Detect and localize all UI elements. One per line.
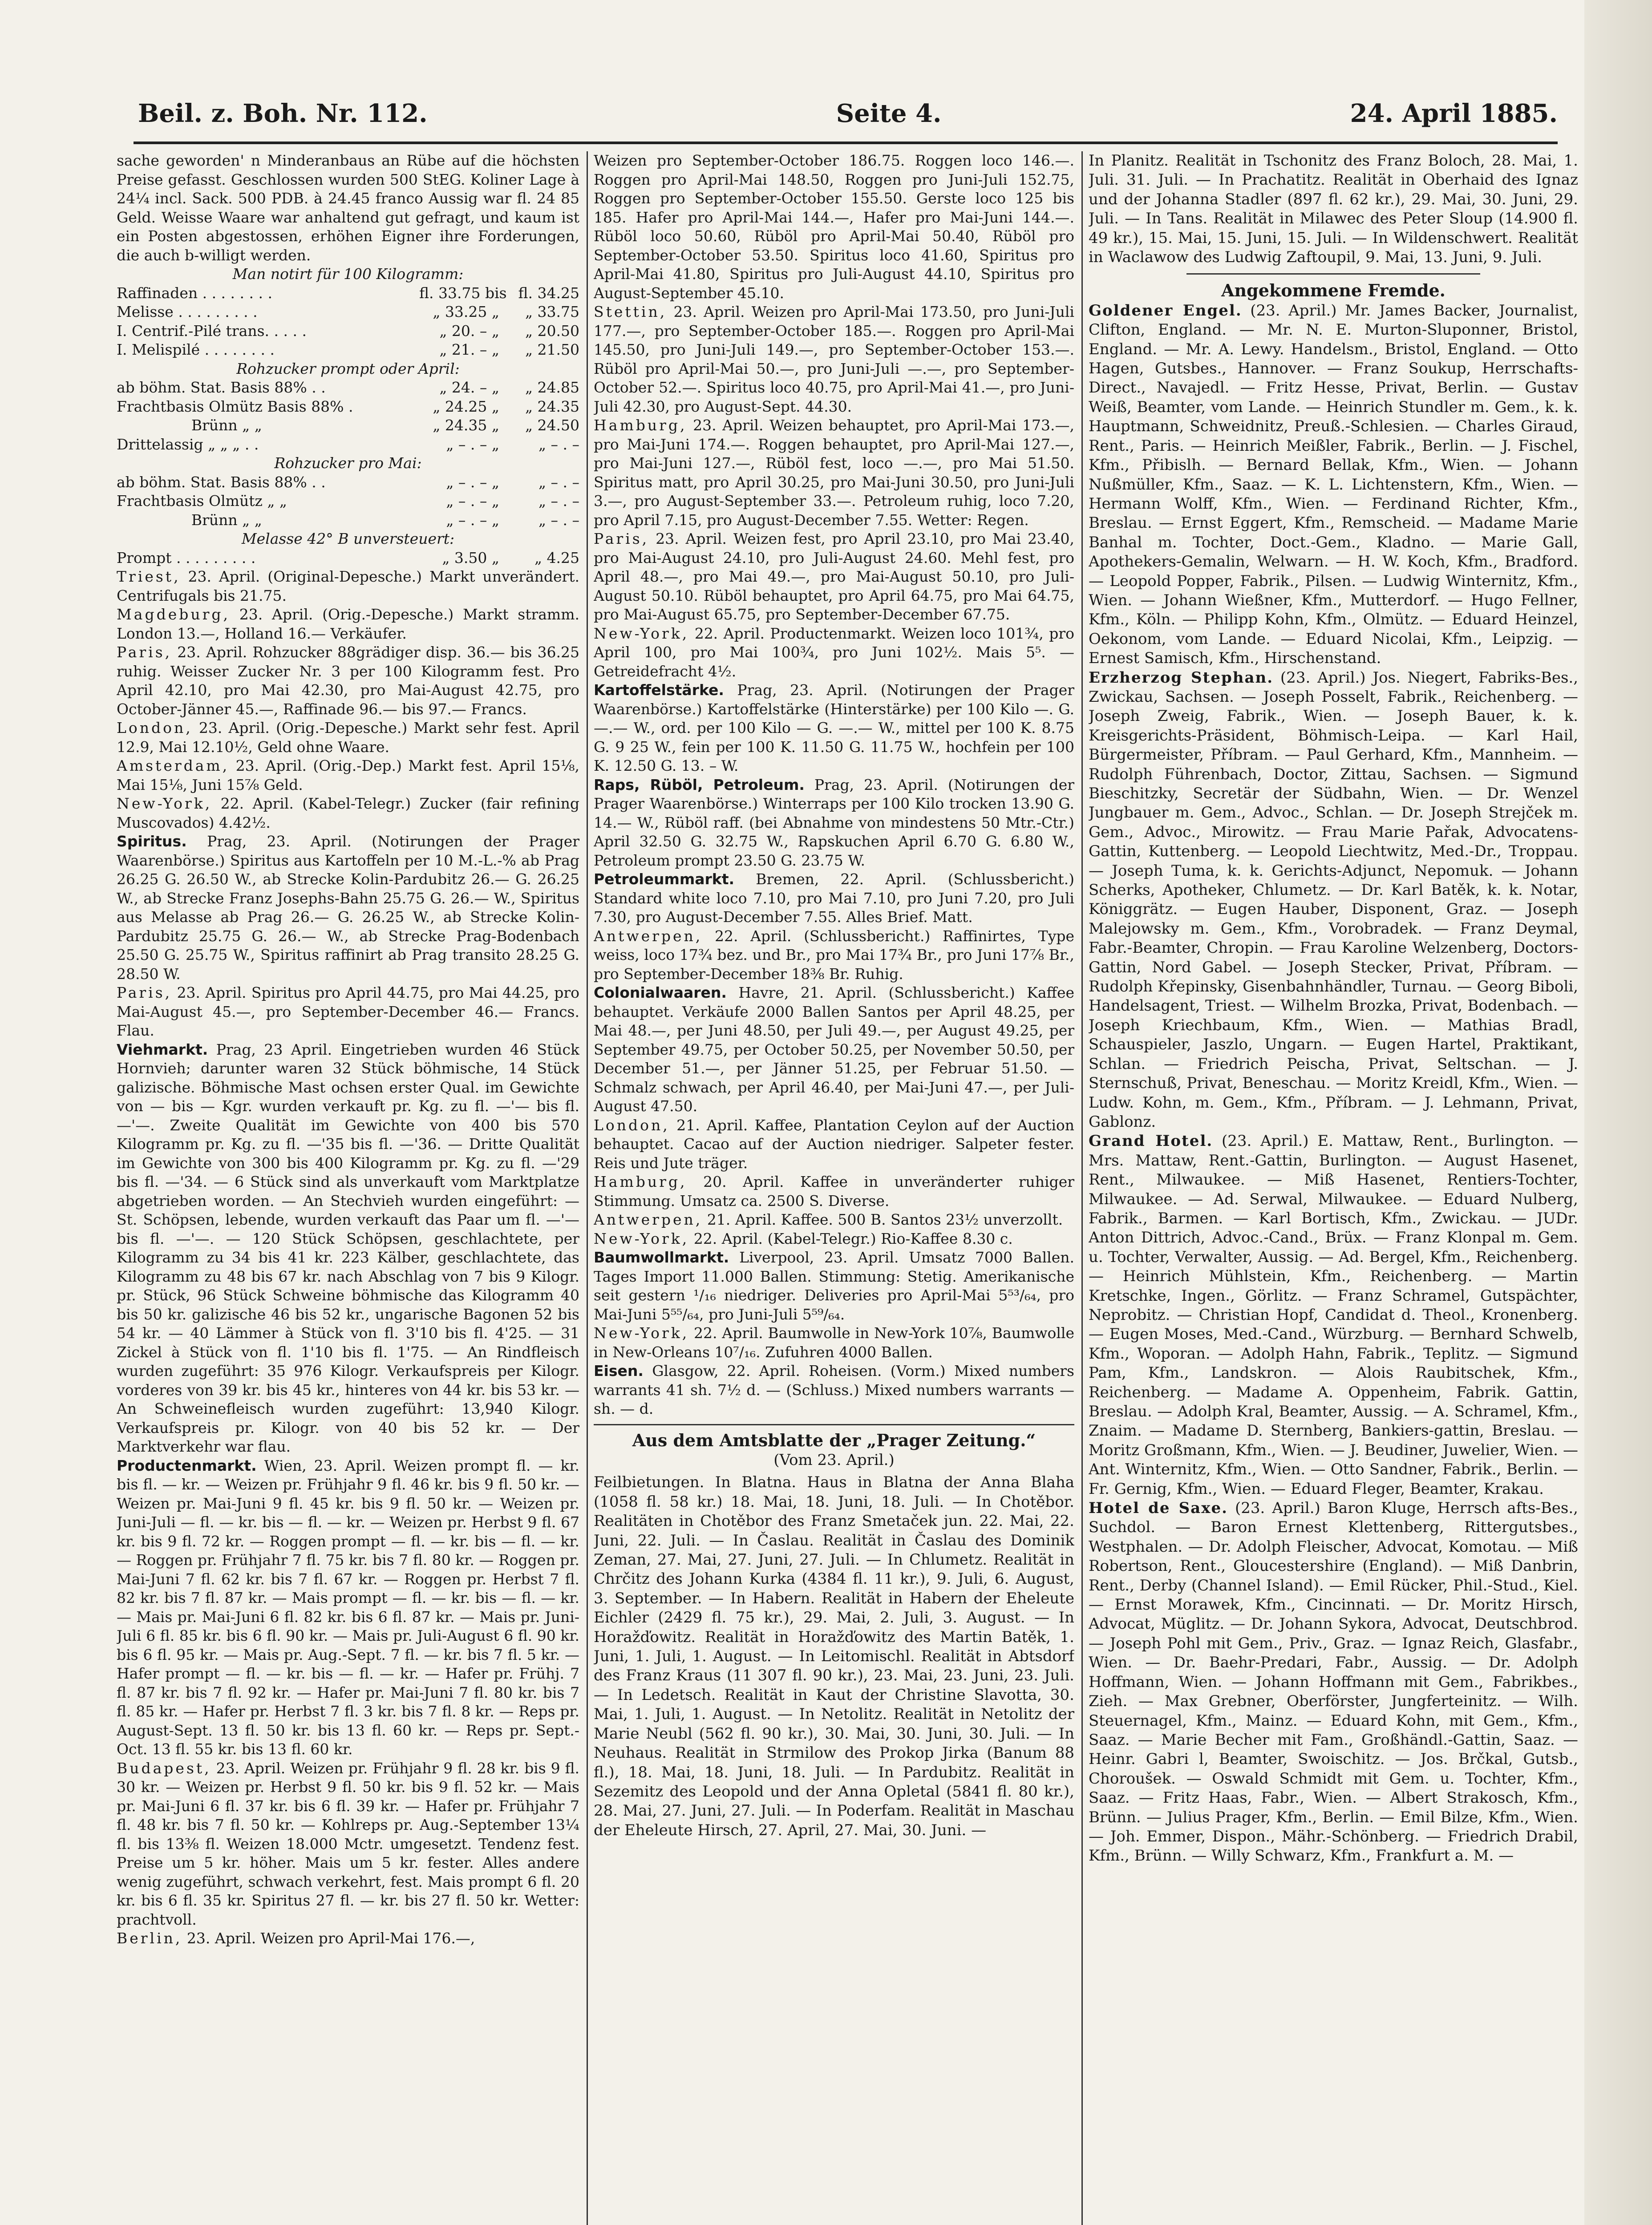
row-high: „ 24.50	[525, 417, 579, 434]
raw-sugar-heading: Rohzucker prompt oder April:	[236, 360, 460, 377]
amtsblatt-continued: In Planitz. Realität in Tschonitz des Franz Boloch, 28. Mai, 1. Juli. 31. Juli. — In Prachatitz. Realität in Oberhaid des Ignaz und der Johanna Stadler (897 fl. 62 kr.), 29. Mai, 30. Juni, 29. Juli. — In Tans. Realität in Milawec des Peter Sloup (14.900 fl. 49 kr.), 15. Mai, 15. Juni, 15. Juli. — In Wildenschwert. Realität in Waclawow des Ludwig Zaftoupil, 9. Mai, 13. Juni, 9. Juli.	[1089, 152, 1578, 267]
market-report	[117, 1759, 579, 1930]
report-heading: Baumwollmarkt.	[594, 1249, 729, 1266]
report-place: Antwerpen,	[594, 1211, 703, 1228]
row-high: „ – . –	[538, 435, 579, 453]
report-text: 23. April. Spiritus pro April 44.75, pro Mai 44.25, pro Mai-August 45.—, pro September-December 46.— Francs. Flau.	[117, 984, 579, 1039]
row-high: „ 24.35	[525, 397, 579, 415]
report-text: Prag, 23. April. (Notirungen der Prager Waarenbörse.) Winterraps per 100 Kilo trocken 13.90 G. 14.— W., Rüböl raff. (bei Abnahme von mindestens 50 Mtr.-Ctr.) April 32.50 G. 32.75 W., Rapskuchen April 6.70 G. 6.80 W., Petroleum prompt 23.50 G. 23.75 W.	[594, 776, 1074, 869]
market-report	[594, 1116, 1074, 1173]
column-1-reports	[117, 567, 579, 1948]
row-high: „ 33.75	[525, 303, 579, 320]
report-text: 23. April. Weizen fest, pro April 23.10, pro Mai 23.40, pro Mai-August 24.10, pro Juli-August 24.60. Mehl fest, pro April 48.—, pro Mai 49.—, pro Mai-August 50.10, pro Juli-August 50.10. Rüböl behauptet, pro April 64.75, pro Mai 64.75, pro Mai-August 65.75, pro September-December 67.75.	[594, 530, 1074, 623]
report-text: Glasgow, 22. April. Roheisen. (Vorm.) Mixed numbers warrants 41 sh. 7½ d. — (Schluss.) Mixed numbers warrants — sh. — d.	[594, 1362, 1074, 1417]
market-report	[594, 530, 1074, 624]
market-report	[594, 1324, 1074, 1362]
report-text: 23. April. (Orig.-Depesche.) Markt sehr fest. April 12.9, Mai 12.10½, Geld ohne Waare.	[117, 719, 579, 756]
column-2	[594, 151, 1074, 2225]
table-row	[117, 378, 579, 397]
report-text: 23. April. Weizen pr. Frühjahr 9 fl. 28 kr. bis 9 fl. 30 kr. — Weizen pr. Herbst 9 fl. 50 kr. bis 9 fl. 52 kr. — Mais pr. Mai-Juni 6 fl. 37 kr. bis 6 fl. 39 kr. — Hafer pr. Frühjahr 7 fl. 48 kr. bis 7 fl. 50 kr. — Kohlreps pr. Aug.-September 13¼ fl. bis 13⅜ fl. Weizen 18.000 Mctr. umgesetzt. Tendenz fest. Preise um 5 kr. höher. Mais um 5 kr. fester. Alles andere wenig zugeführt, schwach verkehrt, fest. Mais prompt 6 fl. 20 kr. bis 6 fl. 35 kr. Spiritus 27 fl. — kr. bis 27 fl. 50 kr. Wetter: prachtvoll.	[117, 1759, 579, 1928]
report-heading: Productenmarkt.	[117, 1456, 257, 1474]
report-place: London,	[117, 719, 193, 736]
column-2-reports	[594, 151, 1074, 1419]
raw-sugar-may-table	[117, 473, 579, 530]
market-report	[117, 794, 579, 832]
guest-list: (23. April.) Baron Kluge, Herrsch afts-Bes., Suchdol. — Baron Ernest Klettenberg, Rittergutsbes., Westphalen. — Dr. Adolph Fleischer, Advocat, Komotau. — Miß Robertson, Rent., Gloucestershire (England). — Miß Danbrin, Rent., Derby (Channel Island). — Emil Rücker, Phil.-Stud., Kiel. — Ernst Morawek, Kfm., Cincinnati. — Dr. Moritz Hirsch, Advocat, Müglitz. — Dr. Johann Sykora, Advocat, Deutschbrod. — Joseph Pohl mit Gem., Priv., Graz. — Ignaz Reich, Glasfabr., Wien. — Dr. Baehr-Predari, Fabr., Aussig. — Dr. Adolph Hoffmann, Wien. — Johann Hoffmann mit Gem., Fabrikbes., Zieh. — Max Grebner, Oberförster, Jungferteinitz. — Wilh. Steuernagel, Kfm., Mainz. — Eduard Kohn, mit Gem., Kfm., Saaz. — Marie Becher mit Fam., Großhändl.-Gattin, Saaz. — Heinr. Gabri l, Beamter, Swoischitz. — Jos. Brčkal, Gutsb., Choroušek. — Oswald Schmidt mit Gem. u. Tochter, Kfm., Saaz. — Fritz Haas, Fabr., Wien. — Albert Strakosch, Kfm., Brünn. — Julius Prager, Kfm., Berlin. — Emil Bilze, Kfm., Wien. — Joh. Emmer, Dispon., Mähr.-Schönberg. — Friedrich Drabil, Kfm., Brünn. — Willy Schwarz, Kfm., Frankfurt a. M. —	[1089, 1499, 1578, 1865]
report-place: Paris,	[594, 530, 649, 547]
market-report	[117, 832, 579, 983]
market-report	[117, 1040, 579, 1456]
row-low: „ 33.25 „	[433, 303, 499, 320]
report-place: Antwerpen,	[594, 927, 703, 945]
report-text: 20. April. Kaffee in unveränderter ruhiger Stimmung. Umsatz ca. 2500 S. Diverse.	[594, 1173, 1074, 1210]
market-report	[117, 1929, 579, 1948]
market-report	[594, 1173, 1074, 1210]
header-date: 24. April 1885.	[1350, 99, 1558, 128]
report-heading: Eisen.	[594, 1362, 644, 1380]
raw-sugar-table	[117, 378, 579, 454]
report-text: 22. April. Baumwolle in New-York 10⅞, Baumwolle in New-Orleans 10⁷/₁₆. Zufuhren 4000 Ballen.	[594, 1324, 1074, 1361]
row-low: „ 24.25 „	[433, 397, 499, 415]
row-label: ab böhm. Stat. Basis 88% . .	[117, 379, 326, 396]
page-edge	[1584, 0, 1652, 2225]
hotel-name: Goldener Engel.	[1089, 301, 1242, 320]
report-heading: Colonialwaaren.	[594, 984, 727, 1001]
report-place: Paris,	[117, 643, 172, 661]
market-report	[594, 1210, 1074, 1230]
report-text: 21. April. Kaffee. 500 B. Santos 23½ unverzollt.	[702, 1211, 1063, 1228]
row-label: I. Centrif.-Pilé trans. . . . .	[117, 322, 307, 340]
report-text: Liverpool, 23. April. Umsatz 7000 Ballen. Tages Import 11.000 Ballen. Stimmung: Stetig. Amerikanische seit gestern ¹/₁₆ niedriger. Deliveries pro April-Mai 5⁵³/₆₄, pro Mai-Juni 5⁵⁵/₆₄, pro Juni-Juli 5⁵⁹/₆₄.	[594, 1249, 1074, 1323]
market-report	[117, 756, 579, 794]
melasse-table	[117, 549, 579, 568]
row-low: „ 24. – „	[439, 379, 499, 396]
report-place: Hamburg,	[594, 1173, 687, 1190]
row-high: „ 24.85	[525, 379, 579, 396]
row-high: fl. 34.25	[518, 284, 579, 302]
market-report	[594, 416, 1074, 530]
guest-list: (23. April.) Mr. James Backer, Journalist, Clifton, England. — Mr. N. E. Murton-Sluponner, Bristol, England. — Mr. A. Lewy. Handelsm., Bristol, England. — Otto Hagen, Gutsbes., Hannover. — Franz Soukup, Herrschafts-Direct., Navajedl. — Fritz Hesse, Privat, Berlin. — Gustav Weiß, Beamter, vom Lande. — Heinrich Stundler m. Gem., k. k. Hauptmann, Schweidnitz, Preuß.-Schlesien. — Charles Giraud, Rent., Paris. — Heinrich Meißler, Fabrik., Berlin. — J. Fischel, Kfm., Přibislh. — Bernard Bellak, Kfm., Wien. — Johann Nußmüller, Kfm., Saaz. — K. L. Lichtenstern, Kfm., Wien. — Hermann Wolff, Kfm., Wien. — Ferdinand Richter, Kfm., Breslau. — Ernst Eggert, Kfm., Remscheid. — Madame Marie Banhal m. Tochter, Doct.-Gem., Kladno. — Marie Gall, Apothekers-Gemalin, Welwarn. — H. W. Koch, Kfm., Bradford. — Leopold Popper, Fabrik., Pilsen. — Ludwig Winternitz, Kfm., Wien. — Johann Wießner, Kfm., Mutterdorf. — Hugo Fellner, Kfm., Köln. — Philipp Kohn, Kfm., Olmütz. — Eduard Heinzel, Oekonom, vom Lande. — Eduard Nicolai, Kfm., Leipzig. — Ernest Samisch, Kfm., Hirschenstand.	[1089, 301, 1578, 668]
row-low: „ – . – „	[446, 511, 499, 529]
market-report	[117, 983, 579, 1040]
row-low: „ – . – „	[446, 473, 499, 491]
row-low: „ 21. – „	[439, 341, 499, 358]
table-row	[117, 397, 579, 417]
row-low: „ – . – „	[446, 435, 499, 453]
report-heading: Raps, Rüböl, Petroleum.	[594, 776, 805, 793]
row-label: Raffinaden . . . . . . . .	[117, 284, 272, 302]
report-heading: Viehmarkt.	[117, 1040, 208, 1058]
hotel-entry	[1089, 1132, 1578, 1499]
table-row	[117, 492, 579, 511]
row-high: „ – . –	[538, 473, 579, 491]
report-heading: Spiritus.	[117, 833, 187, 850]
column-3	[1089, 151, 1578, 2225]
market-report	[117, 1456, 579, 1759]
market-report	[594, 303, 1074, 416]
hotel-name: Hotel de Saxe.	[1089, 1499, 1228, 1517]
row-low: „ 20. – „	[439, 322, 499, 340]
table-row	[117, 473, 579, 492]
section-rule-short	[1186, 273, 1480, 275]
column-divider-2	[1081, 151, 1083, 2225]
report-text: 22. April. (Kabel-Telegr.) Rio-Kaffee 8.30 c.	[689, 1230, 1013, 1247]
report-text: 23. April. Rohzucker 88grädiger disp. 36.— bis 36.25 ruhig. Weisser Zucker Nr. 3 per 100 Kilogramm fest. Pro April 42.10, pro Mai 42.30, pro Mai-August 42.75, pro October-Jänner 45.—, Raffinade 96.— bis 97.— Francs.	[117, 643, 579, 718]
market-report	[117, 567, 579, 605]
amtsblatt-title: Aus dem Amtsblatte der „Prager Zeitung.“	[632, 1430, 1036, 1450]
report-place: Triest,	[117, 568, 181, 585]
row-low: „ – . – „	[446, 492, 499, 510]
sugar-report-intro: sache geworden' n Minderanbaus an Rübe auf die höchsten Preise gefasst. Geschlossen wurden 500 StEG. Koliner Lage à 24¼ incl. Sack. 500 PDB. à 24.45 franco Aussig war fl. 24 85 Geld. Weisse Waare war anhaltend gut gefragt, und kaum ist ein Posten abgestossen, erhöhen Eigner ihre Forderungen, die auch b-willigt werden.	[117, 152, 579, 264]
report-place: Magdeburg,	[117, 606, 231, 623]
amtsblatt-date: (Vom 23. April.)	[773, 1451, 895, 1469]
row-label: ab böhm. Stat. Basis 88% . .	[117, 473, 326, 491]
report-text: Wien, 23. April. Weizen prompt fl. — kr. bis fl. — kr. — Weizen pr. Frühjahr 9 fl. 46 kr. bis 9 fl. 50 kr. — Weizen pr. Mai-Juni 9 fl. 45 kr. bis 9 fl. 50 kr. — Weizen pr. Juni-Juli — fl. — kr. bis — fl. — kr. — Weizen pr. Herbst 9 fl. 67 kr. bis 9 fl. 72 kr. — Roggen prompt — fl. — kr. bis — fl. — kr. — Roggen pr. Frühjahr 7 fl. 75 kr. bis 7 fl. 80 kr. — Roggen pr. Mai-Juni 7 fl. 62 kr. bis 7 fl. 67 kr. — Roggen pr. Herbst 7 fl. 82 kr. bis 7 fl. 87 kr. — Mais prompt — fl. — kr. bis — fl. — kr. — Mais pr. Mai-Juni 6 fl. 82 kr. bis 6 fl. 87 kr. — Mais pr. Juni-Juli 6 fl. 85 kr. bis 6 fl. 90 kr. — Mais pr. Juli-August 6 fl. 90 kr. bis 6 fl. 95 kr. — Mais pr. Aug.-Sept. 7 fl. — kr. bis 7 fl. 5 kr. — Hafer prompt — fl. — kr. bis — fl. — kr. — Hafer pr. Frühj. 7 fl. 87 kr. bis 7 fl. 92 kr. — Hafer pr. Mai-Juni 7 fl. 80 kr. bis 7 fl. 85 kr. — Hafer pr. Herbst 7 fl. 3 kr. bis 7 fl. 8 kr. — Reps pr. August-Sept. 13 fl. 50 kr. bis 13 fl. 60 kr. — Reps pr. Sept.-Oct. 13 fl. 55 kr. bis 13 fl. 60 kr.	[117, 1456, 579, 1758]
report-text: 21. April. Kaffee, Plantation Ceylon auf der Auction behauptet. Cacao auf der Auction niedriger. Salpeter fester. Reis und Jute träger.	[594, 1116, 1074, 1172]
report-text: 23. April. Weizen behauptet, pro April-Mai 173.—, pro Mai-Juni 174.—. Roggen behauptet, pro April-Mai 127.—, pro Mai-Juni 127.—, Rüböl fest, loco —.—, pro Mai 51.50. Spiritus matt, pro April 30.25, pro Mai-Juni 30.50, pro Juni-Juli 3.—, pro August-September 33.—. Petroleum ruhig, loco 7.20, pro April 7.15, pro August-December 7.55. Wetter: Regen.	[594, 417, 1074, 529]
row-low: fl. 33.75 bis	[419, 284, 507, 302]
hotel-entry	[1089, 668, 1578, 1132]
hotel-name: Erzherzog Stephan.	[1089, 668, 1274, 687]
market-report	[594, 1230, 1074, 1249]
arrivals-title: Angekommene Fremde.	[1221, 280, 1446, 301]
row-label: I. Melispilé . . . . . . . .	[117, 341, 275, 358]
report-place: Berlin,	[117, 1930, 182, 1947]
report-text: 23. April. Weizen pro April-Mai 176.—,	[182, 1930, 475, 1947]
row-label: Drittelassig „ „ „ . .	[117, 435, 259, 453]
report-place: London,	[594, 1116, 670, 1134]
market-report	[117, 605, 579, 643]
row-label: Prompt . . . . . . . . .	[117, 549, 256, 566]
report-text: Prag, 23. April. (Notirungen der Prager Waarenbörse.) Kartoffelstärke (Hinterstärke) per 100 Kilo —. G. —.— W., ord. per 100 Kilo — G. —.— W., mittel per 100 K. 8.75 G. 9 25 W., fein per 100 K. 11.50 G. 11.75 W., hochfein per 100 K. 12.50 G. 13. – W.	[594, 681, 1074, 774]
market-report	[594, 1362, 1074, 1419]
table-row	[117, 284, 579, 303]
row-label: Frachtbasis Olmütz Basis 88% .	[117, 397, 353, 415]
table-row	[117, 435, 579, 454]
report-text: 23. April. (Original-Depesche.) Markt unverändert. Centrifugals bis 21.75.	[117, 568, 579, 604]
melasse-heading: Melasse 42° B unversteuert:	[241, 530, 455, 547]
report-place: Budapest,	[117, 1759, 211, 1777]
report-text: 22. April. (Schlussbericht.) Raffinirtes, Type weiss, loco 17¾ bez. und Br., pro Mai 17¾ Br., pro Juni 17⅞ Br., pro September-December 18⅜ Br. Ruhig.	[594, 927, 1074, 983]
market-report	[594, 151, 1074, 303]
header-issue: Beil. z. Boh. Nr. 112.	[138, 99, 428, 128]
row-low: „ 24.35 „	[433, 417, 499, 434]
market-report	[594, 776, 1074, 870]
table-row	[117, 303, 579, 322]
market-report	[594, 681, 1074, 776]
table-row	[117, 549, 579, 568]
report-text: Prag, 23. April. (Notirungen der Prager Waarenbörse.) Spiritus aus Kartoffeln per 10 M.-L.-% ab Prag 26.25 G. 26.50 W., ab Strecke Kolin-Pardubitz 26.— G. 26.25 W., ab Strecke Franz Josephs-Bahn 25.75 G. 26.— W., Spiritus aus Melasse ab Prag 26.— G. 26.25 W., ab Strecke Kolin-Pardubitz 25.75 G. 26.— W., ab Strecke Prag-Bodenbach 25.50 G. 25.75 W., Spiritus raffinirt ab Prag transito 28.25 G. 28.50 W.	[117, 833, 579, 983]
report-place: Amsterdam,	[117, 757, 230, 774]
hotel-arrivals	[1089, 301, 1578, 1866]
row-high: „ 4.25	[534, 549, 579, 566]
report-text: 22. April. (Kabel-Telegr.) Zucker (fair refining Muscovados) 4.42½.	[117, 795, 579, 831]
market-report	[594, 1248, 1074, 1324]
market-report	[594, 870, 1074, 927]
row-high: „ 21.50	[525, 341, 579, 358]
market-report	[594, 983, 1074, 1116]
report-text: Bremen, 22. April. (Schlussbericht.) Standard white loco 7.10, pro Mai 7.10, pro Juni 7.20, pro Juli 7.30, pro August-December 7.55. Alles Brief. Matt.	[594, 870, 1074, 926]
hotel-entry	[1089, 301, 1578, 668]
report-place: New-York,	[117, 795, 212, 812]
row-low: „ 3.50 „	[442, 549, 499, 566]
report-heading: Kartoffelstärke.	[594, 681, 724, 699]
table-row	[117, 322, 579, 341]
report-text: 22. April. Productenmarkt. Weizen loco 101¾, pro April 100, pro Mai 100¾, pro Juni 102½. Mais 5⁵. — Getreidefracht 4½.	[594, 624, 1074, 680]
row-high: „ – . –	[538, 492, 579, 510]
report-place: Paris,	[117, 984, 172, 1001]
report-place: Stettin,	[594, 303, 667, 320]
report-text: 23. April. Weizen pro April-Mai 173.50, pro Juni-Juli 177.—, pro September-October 185.—. Roggen pro April-Mai 145.50, pro Juni-Juli 149.—, pro September-October 153.—. Rüböl pro April-Mai 50.—, pro Juni-Juli —.—, pro September-October 52.—. Spiritus loco 40.75, pro April-Mai 41.—, pro Juni-Juli 42.30, pro August-Sept. 44.30.	[594, 303, 1074, 415]
amtsblatt-text: Feilbietungen. In Blatna. Haus in Blatna der Anna Blaha (1058 fl. 58 kr.) 18. Mai, 18. Juni, 18. Juli. — In Chotěbor. Realitäten in Chotěbor des Franz Smetaček jun. 22. Mai, 22. Juni, 22. Juli. — In Časlau. Realität in Časlau des Dominik Zeman, 27. Mai, 27. Juni, 27. Juli. — In Chlumetz. Realität in Chrčitz des Johann Kurka (4384 fl. 11 kr.), 9. Juli, 6. August, 3. September. — In Habern. Realität in Habern der Eheleute Eichler (2429 fl. 75 kr.), 29. Mai, 2. Juli, 3. August. — In Horažďowitz. Realität in Horažďowitz des Martin Batěk, 1. Juni, 1. Juli, 1. August. — In Leitomischl. Realität in Abtsdorf des Franz Kraus (11 307 fl. 90 kr.), 23. Mai, 23. Juni, 23. Juli. — In Ledetsch. Realität in Kaut der Christine Slavotta, 30. Mai, 1. Juli, 1. August. — In Netolitz. Realität in Netolitz der Marie Neubl (562 fl. 90 kr.), 30. Mai, 30. Juni, 30. Juli. — In Neuhaus. Realität in Strmilow des Prokop Jirka (Banum 88 fl.), 18. Mai, 18. Juni, 18. Juli. — In Pardubitz. Realität in Sezemitz des Leopold und der Anna Opletal (5841 fl. 80 kr.), 28. Mai, 27. Juni, 27. Juli. — In Poderfam. Realität in Maschau der Eheleute Hirsch, 27. April, 27. Mai, 30. Juni. —	[594, 1473, 1074, 1839]
sugar-price-table	[117, 284, 579, 360]
guest-list: (23. April.) E. Mattaw, Rent., Burlington. — Mrs. Mattaw, Rent.-Gattin, Burlington. — August Hasenet, Rent., Milwaukee. — Miß Hasenet, Rentiers-Tochter, Milwaukee. — Ad. Serwal, Milwaukee. — Eduard Nulberg, Fabrik., Barmen. — Karl Bortisch, Kfm., Zwickau. — JUDr. Anton Dittrich, Advoc.-Cand., Brüx. — Franz Klonpal m. Gem. u. Tochter, Verwalter, Aussig. — Ad. Bergel, Kfm., Reichenberg. — Heinrich Mühlstein, Kfm., Reichenberg. — Martin Kretschke, Ingen., Görlitz. — Franz Schramel, Gutspächter, Neprobitz. — Christian Hopf, Candidat d. Theol., Kronenberg. — Eugen Moses, Med.-Cand., Würzburg. — Bernhard Schwelb, Kfm., Woporan. — Adolph Hahn, Fabrik., Teplitz. — Sigmund Pam, Kfm., Landskron. — Alois Raubitschek, Kfm., Reichenberg. — Madame A. Oppenheim, Fabrik. Gattin, Breslau. — Adolph Kral, Beamter, Aussig. — A. Schramel, Kfm., Znaim. — Madame D. Sternberg, Bankiers-gattin, Breslau. — Moritz Großmann, Kfm., Wien. — J. Beudiner, Juwelier, Wien. — Ant. Winternitz, Kfm., Wien. — Otto Sandner, Fabrik., Berlin. — Fr. Gernig, Kfm., Wien. — Eduard Fleger, Beamter, Krakau.	[1089, 1132, 1578, 1498]
report-place: Hamburg,	[594, 417, 687, 434]
row-label: Brünn „ „	[117, 511, 262, 529]
market-report	[117, 643, 579, 719]
report-place: New-York,	[594, 1230, 689, 1247]
row-high: „ – . –	[538, 511, 579, 529]
table-row	[117, 340, 579, 360]
table-row	[117, 511, 579, 530]
page-header	[138, 89, 1558, 138]
column-divider-1	[587, 151, 588, 2225]
raw-sugar-may-heading: Rohzucker pro Mai:	[274, 454, 422, 472]
market-report	[594, 927, 1074, 984]
report-place: New-York,	[594, 1324, 689, 1342]
report-text: 23. April. (Orig.-Depesche.) Markt stramm. London 13.—, Holland 16.— Verkäufer.	[117, 606, 579, 642]
section-rule	[594, 1424, 1074, 1425]
row-label: Brünn „ „	[117, 417, 262, 434]
report-place: New-York,	[594, 624, 689, 642]
header-page-number: Seite 4.	[836, 99, 942, 128]
report-text: 23. April. (Orig.-Dep.) Markt fest. April 15⅛, Mai 15⅛, Juni 15⅞ Geld.	[117, 757, 579, 793]
row-high: „ 20.50	[525, 322, 579, 340]
report-text: Havre, 21. April. (Schlussbericht.) Kaffee behauptet. Verkäufe 2000 Ballen Santos per April 48.25, per Mai 48.—, per Juni 48.50, per Juli 49.—, per August 49.25, per September 49.75, per October 50.25, per November 50.50, per December 51.—, per Jänner 51.25, per Februar 51.50. — Schmalz schwach, per April 46.40, per Mai-Juni 47.—, per Juli-August 47.50.	[594, 984, 1074, 1115]
report-text: Weizen pro September-October 186.75. Roggen loco 146.—. Roggen pro April-Mai 148.50, Roggen pro Juni-Juli 152.75, Roggen pro September-October 155.50. Gerste loco 125 bis 185. Hafer pro April-Mai 144.—, Hafer pro Mai-Juni 144.—. Rüböl loco 50.60, Rüböl pro April-Mai 50.40, Rüböl pro September-October 53.50. Spiritus loco 41.60, Spiritus pro April-Mai 41.80, Spiritus pro Juli-August 44.10, Spiritus pro August-September 45.10.	[594, 152, 1074, 302]
report-heading: Petroleummarkt.	[594, 870, 735, 888]
market-report	[594, 624, 1074, 681]
hotel-entry	[1089, 1499, 1578, 1866]
table-row	[117, 416, 579, 435]
row-label: Frachtbasis Olmütz „ „	[117, 492, 287, 510]
market-report	[117, 719, 579, 756]
sugar-table-heading: Man notirt für 100 Kilogramm:	[232, 265, 464, 283]
row-label: Melisse . . . . . . . . .	[117, 303, 258, 320]
guest-list: (23. April.) Jos. Niegert, Fabriks-Bes., Zwickau, Sachsen. — Joseph Posselt, Fabrik., Reichenberg. — Joseph Zweig, Fabrik., Wien. — Joseph Bauer, k. k. Kreisgerichts-Präsident, Böhmisch-Leipa. — Karl Hail, Bürgermeister, Příbram. — Paul Gerhard, Kfm., Mannheim. — Rudolph Führenbach, Doctor, Zittau, Sachsen. — Sigmund Bieschitzky, Secretär der Südbahn, Wien. — Dr. Wenzel Jungbauer m. Gem., Advoc., Schlan. — Dr. Joseph Strejček m. Gem., Advoc., Mirowitz. — Frau Marie Pařak, Advocatens-Gattin, Kuttenberg. — Leopold Liechtwitz, Med.-Dr., Troppau. — Joseph Tuma, k. k. Gerichts-Adjunct, Nepomuk. — Johann Scherks, Apotheker, Chlumetz. — Dr. Karl Batěk, k. k. Notar, Königgrätz. — Eugen Hauber, Disponent, Graz. — Joseph Malejowsky m. Gem., Kfm., Vorobradek. — Franz Deymal, Fabr.-Beamter, Chropin. — Frau Karoline Welzenberg, Doctors-Gattin, Nord Gabel. — Joseph Stecker, Privat, Příbram. — Rudolph Křepinsky, Gisenbahnhändler, Turnau. — Georg Biboli, Handelsagent, Triest. — Wilhelm Brozka, Privat, Bodenbach. — Joseph Kriechbaum, Kfm., Wien. — Mathias Bradl, Schauspieler, Jaszlo, Ungarn. — Eugen Hartel, Praktikant, Schlan. — Friedrich Peischa, Privat, Seltschan. — J. Sternschuß, Privat, Beneschau. — Moritz Kreidl, Kfm., Wien. — Ludw. Kohn, m. Gem., Kfm., Příbram. — J. Lehmann, Privat, Gablonz.	[1089, 668, 1578, 1131]
header-rule	[134, 142, 1558, 144]
report-text: Prag, 23 April. Eingetrieben wurden 46 Stück Hornvieh; darunter waren 32 Stück böhmische, 14 Stück galizische. Böhmische Mast ochsen erster Qual. im Gewichte von — bis — Kgr. wurden verkauft pr. Kg. zu fl. —'— bis fl. —'—. Zweite Qualität im Gewichte von 400 bis 570 Kilogramm pr. Kg. zu fl. —'35 bis fl. —'36. — Dritte Qualität im Gewichte von 300 bis 400 Kilogramm pr. Kg. zu fl. —'29 bis fl. —'34. — 6 Stück sind als unverkauft vom Marktplatze abgetrieben worden. — An Stechvieh wurden eingeführt: — St. Schöpsen, lebende, wurden verkauft das Paar um fl. —'— bis fl. —'—. — 120 Stück Schöpsen, geschlachtete, per Kilogramm zu 34 bis 41 kr. 223 Kälber, geschlachtete, das Kilogramm zu 48 bis 67 kr. nach Abschlag von 7 bis 9 Kilogr. pr. Stück, 96 Stück Schweine böhmische das Kilogramm 40 bis 50 kr. galizische 46 bis 52 kr., ungarische Bagonen 52 bis 54 kr. — 40 Lämmer à Stück von fl. 3'10 bis fl. 4'25. — 31 Zickel à Stück von fl. 1'10 bis fl. 1'75. — An Rindfleisch wurden zugeführt: 35 976 Kilogr. Verkaufspreis per Kilogr. vorderes von 39 kr. bis 45 kr., hinteres von 44 kr. bis 53 kr. — An Schweinefleisch wurden zugeführt: 13,940 Kilogr. Verkaufspreis pr. Kilogr. von 40 bis 52 kr. — Der Marktverkehr war flau.	[117, 1040, 579, 1455]
hotel-name: Grand Hotel.	[1089, 1132, 1213, 1150]
column-1	[117, 151, 579, 2225]
